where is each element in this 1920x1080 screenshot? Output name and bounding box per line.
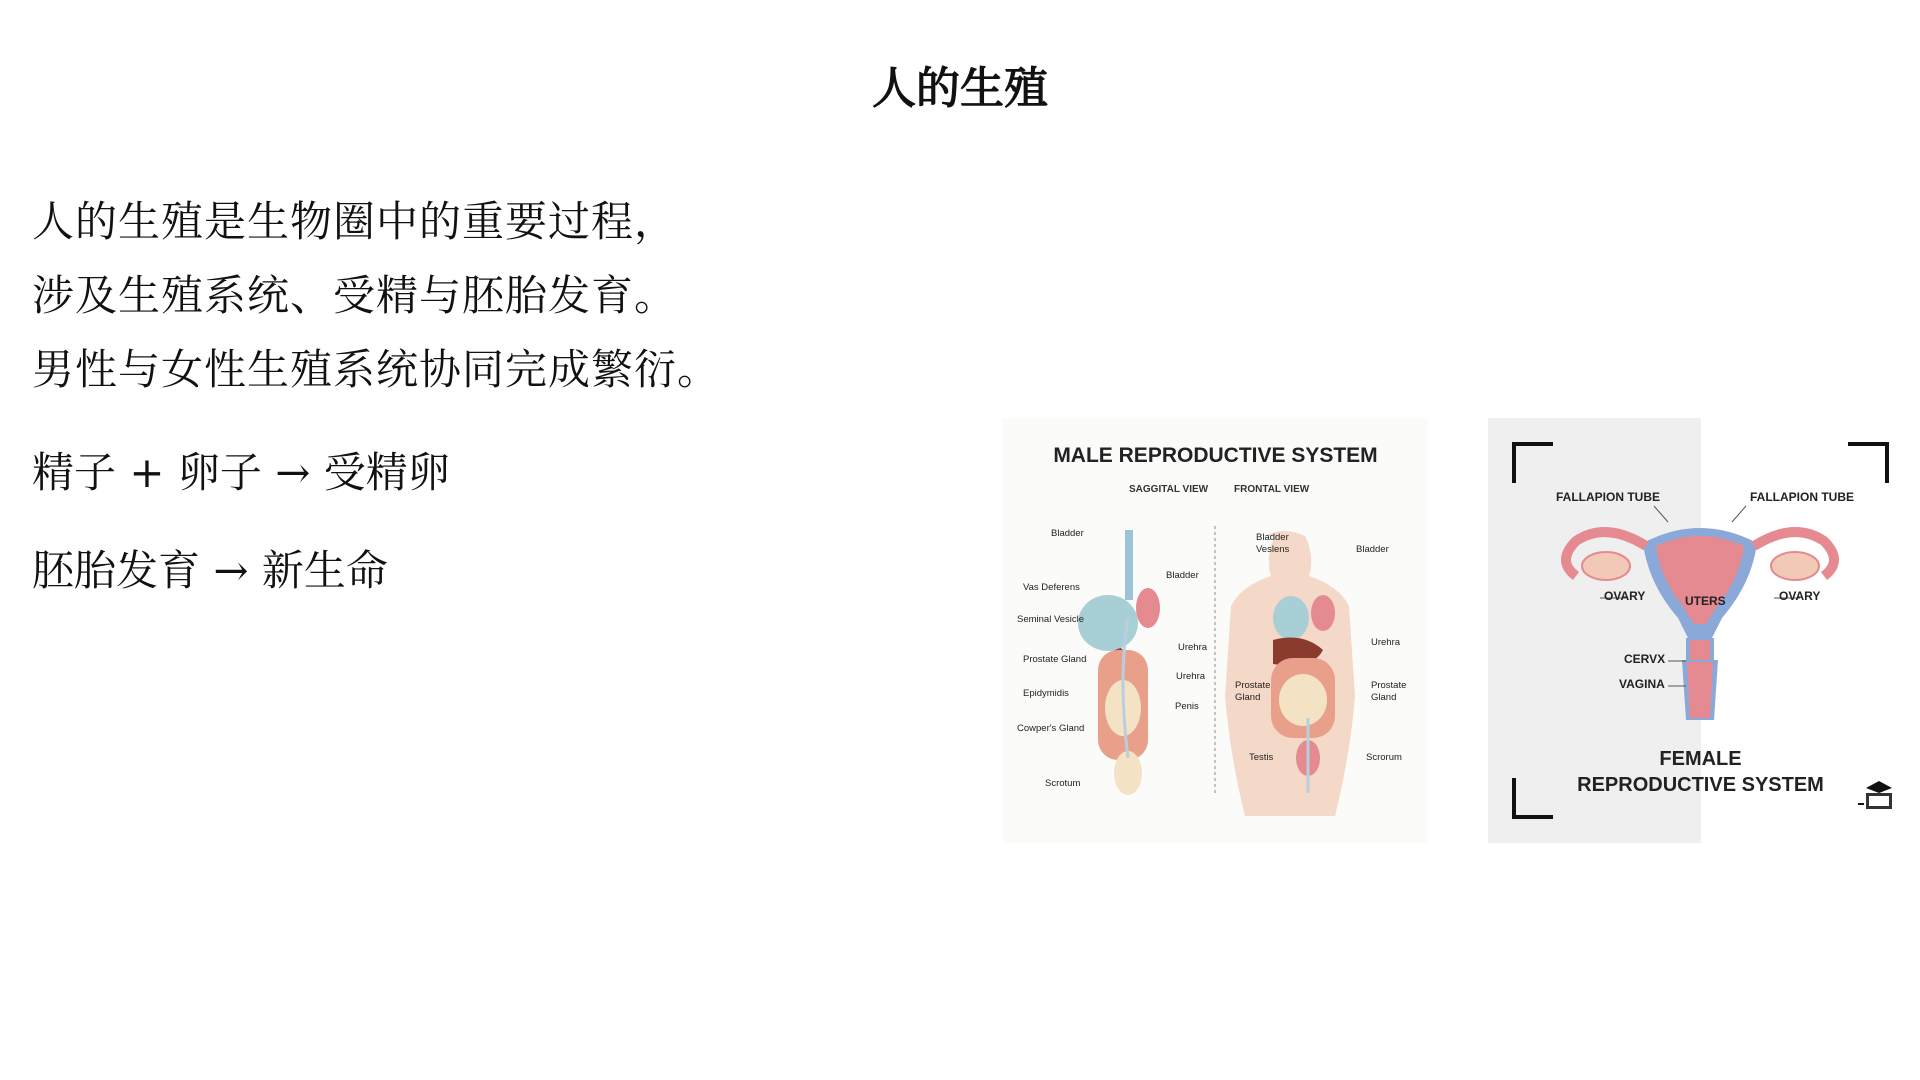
label-fallopian-tube-right: FALLAPION TUBE (1750, 490, 1854, 504)
label-vagina: VAGINA (1619, 677, 1665, 691)
label-epididymis: Epidymidis (1023, 688, 1069, 699)
female-reproductive-figure (1488, 418, 1913, 843)
label-bladder-veslens: Bladder Veslens (1256, 532, 1290, 555)
label-urehra: Urehra (1178, 642, 1208, 653)
development-formula: 胚胎发育 → 新生命 (32, 546, 388, 595)
label-cervx: CERVX (1624, 652, 1666, 666)
label-cowpers-gland: Cowper's Gland (1017, 723, 1085, 734)
label-testis: Testis (1249, 752, 1274, 763)
label-prostate-gland: Prostate Gland (1023, 654, 1087, 665)
label-penis: Penis (1175, 701, 1199, 712)
page-title: 人的生殖 (872, 63, 1048, 114)
label-bladder-right: Bladder (1166, 570, 1199, 581)
paragraph-line: 人的生殖是生物圈中的重要过程， (32, 197, 678, 246)
label-seminal-vesicle: Seminal Vesicle (1017, 614, 1085, 625)
paragraph-line: 男性与女性生殖系统协同完成繁衍。 (32, 345, 721, 394)
label-scrotum: Scrotum (1045, 778, 1081, 789)
label-scrorum: Scrorum (1366, 752, 1402, 763)
label-bladder: Bladder (1051, 528, 1084, 539)
label-vas-deferens: Vas Deferens (1023, 582, 1080, 593)
label-urehra-frontal: Urehra (1371, 637, 1401, 648)
fertilization-formula: 精子 + 卵子 → 受精卵 (32, 448, 450, 497)
sagittal-view-label: SAGGITAL VIEW (1129, 484, 1209, 495)
male-reproductive-figure (1003, 418, 1428, 843)
paragraph-line: 涉及生殖系统、受精与胚胎发育。 (32, 271, 678, 320)
frontal-view-label: FRONTAL VIEW (1234, 484, 1310, 495)
label-ovary-right: OVARY (1779, 589, 1821, 603)
label-uters: UTERS (1685, 594, 1726, 608)
label-prostate-right: Prostate Gland (1371, 680, 1407, 703)
label-ovary-left: OVARY (1604, 589, 1646, 603)
male-figure-title: MALE REPRODUCTIVE SYSTEM (1053, 444, 1378, 467)
label-urehra: Urehra (1176, 671, 1206, 682)
female-figure-title: FEMALE REPRODUCTIVE SYSTEM (1577, 748, 1824, 796)
label-prostate-left: Prostate Gland (1235, 680, 1271, 703)
intro-paragraph (32, 185, 720, 407)
label-fallopian-tube-left: FALLAPION TUBE (1556, 490, 1660, 504)
label-bladder-frontal: Bladder (1356, 544, 1389, 555)
